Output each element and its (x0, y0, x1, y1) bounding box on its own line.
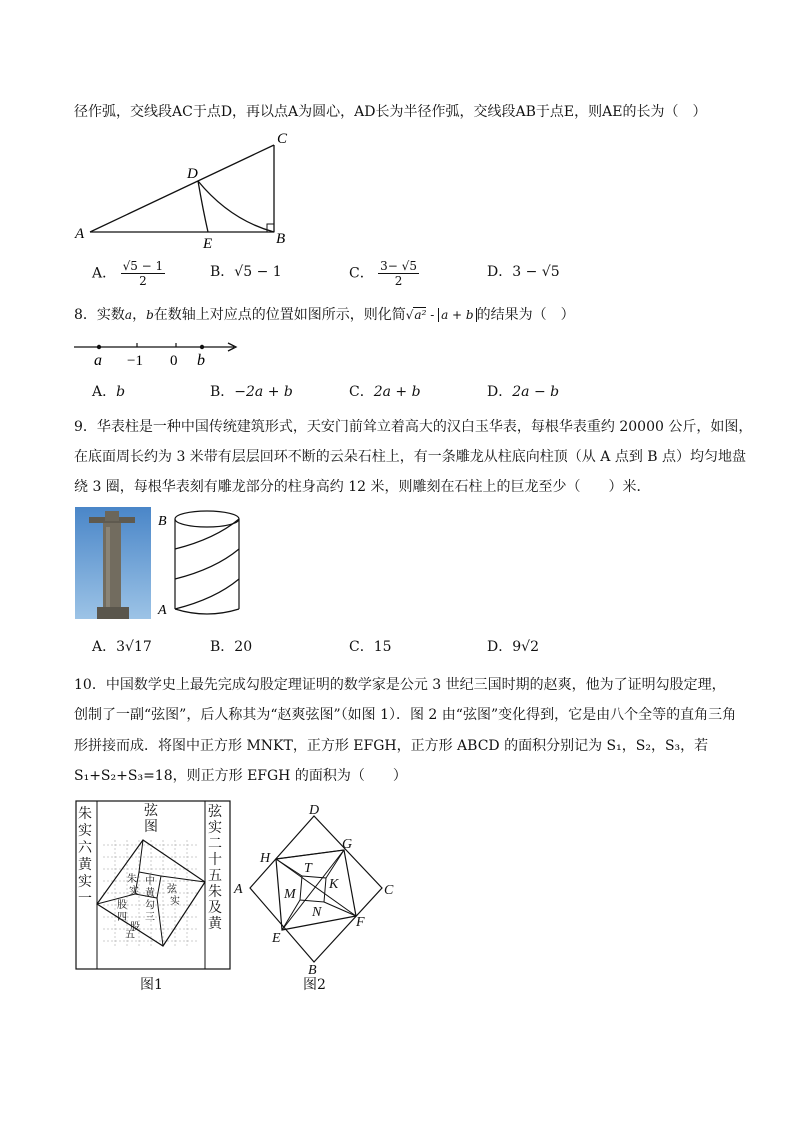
fig1-left-column: 朱实六黄实一 (78, 806, 92, 907)
q8-text: 8．实数a，b在数轴上对应点的位置如图所示，则化简√a² - a + b 的结果为（ ） (74, 307, 575, 323)
fig2-label-g: G (342, 837, 353, 852)
q10-figure-2 (232, 803, 400, 978)
q7-label-c: C (277, 131, 288, 147)
q7-label-e: E (203, 236, 213, 252)
fig1-inner-0: 朱 (127, 874, 137, 885)
fig2-label-h: H (260, 851, 271, 866)
q8-option-c[interactable]: C．2a + b (349, 384, 421, 400)
q9-line-2: 在底面周长约为 3 米带有层层回环不断的云朵石柱上，有一条雕龙从柱底向柱顶（从 A 点到 B 点）均匀地盘 (74, 449, 747, 465)
q7-option-d[interactable]: D．3 − √5 (487, 264, 560, 280)
q7-label-a: A (75, 226, 85, 242)
q9-line-3: 绕 3 圈，每根华表刻有雕龙部分的柱身高约 12 米，则雕刻在石柱上的巨龙至少（ ）米． (74, 479, 651, 495)
q7-triangle-figure (70, 125, 310, 255)
fig2-label-e: E (272, 931, 281, 946)
fig2-label-c: C (384, 883, 394, 898)
huabiao-photo (75, 507, 151, 619)
fig1-right-column: 弦实二十五朱及黄 (208, 804, 222, 932)
q9-option-a[interactable]: A．3√17 (92, 639, 152, 655)
fig2-label-b: B (308, 963, 317, 978)
fig1-inner-11: 五 (125, 930, 135, 941)
fig2-label-k: K (329, 877, 339, 892)
q8-axis-a: a (94, 352, 102, 369)
fig2-label-d: D (309, 803, 320, 818)
q8-option-b[interactable]: B．−2a + b (210, 384, 293, 400)
fig1-inner-7: 勾 (145, 900, 155, 911)
q10-line-3: 形拼接而成．将图中正方形 MNKT，正方形 EFGH，正方形 ABCD 的面积分别记为 S₁，S₂，S₃，若 (74, 738, 709, 754)
q8-option-a[interactable]: A．b (92, 384, 126, 400)
q7-option-a[interactable]: A． $\frac{√5 - 1}{2}$ (92, 259, 164, 288)
fig1-caption: 图1 (140, 977, 163, 993)
q8-axis-neg1: −1 (127, 353, 143, 369)
q7-option-c[interactable]: C． $\frac{3- √5}{2}$ (349, 259, 417, 288)
q8-number-line (74, 335, 244, 370)
fig1-inner-9: 四 (117, 912, 127, 923)
q7-label-b: B (276, 231, 286, 247)
fig2-label-a: A (234, 882, 243, 897)
q9-option-d[interactable]: D．9√2 (487, 639, 539, 655)
q9-cylinder-figure (155, 507, 247, 623)
q10-line-2: 创制了一副“弦图”，后人称其为“赵爽弦图”（如图 1）．图 2 由“弦图”变化得到，它是由八个全等的直角三角 (74, 707, 737, 723)
q7-label-d: D (187, 166, 198, 182)
fig1-inner-10: 股 (130, 922, 140, 933)
fig1-inner-3: 黄 (145, 888, 155, 899)
fig1-title: 弦图 (144, 803, 158, 835)
fig2-label-m: M (284, 887, 296, 902)
fig2-label-t: T (304, 861, 312, 876)
fig2-caption: 图2 (303, 977, 326, 993)
q9-option-b[interactable]: B．20 (210, 639, 253, 655)
fig1-inner-6: 股 (117, 900, 127, 911)
q10-line-4: S₁+S₂+S₃=18，则正方形 EFGH 的面积为（ ） (74, 768, 407, 784)
q9-option-c[interactable]: C．15 (349, 639, 392, 655)
fig2-label-f: F (356, 915, 365, 930)
fig1-inner-5: 实 (170, 896, 180, 907)
q9-label-a: A (158, 603, 167, 618)
q8-axis-b: b (197, 352, 205, 369)
q9-label-b: B (158, 514, 167, 529)
fig1-inner-4: 弦 (167, 884, 177, 895)
q10-line-1: 10．中国数学史上最先完成勾股定理证明的数学家是公元 3 世纪三国时期的赵爽，他为了证明勾股定理， (74, 677, 726, 693)
q7-text: 径作弧，交线段AC于点D，再以点A为圆心，AD长为半径作弧，交线段AB于点E，则AE的长为（ ） (74, 104, 707, 120)
fig1-inner-2: 中 (145, 876, 155, 887)
fig1-inner-8: 三 (145, 912, 155, 923)
q8-option-d[interactable]: D．2a − b (487, 384, 560, 400)
fig1-inner-1: 实 (129, 886, 139, 897)
q7-option-b[interactable]: B．√5 − 1 (210, 264, 282, 280)
q9-line-1: 9．华表柱是一种中国传统建筑形式，天安门前耸立着高大的汉白玉华表，每根华表重约 20000 公斤，如图， (74, 419, 753, 435)
fig2-label-n: N (312, 905, 322, 920)
q8-axis-0: 0 (170, 353, 178, 369)
